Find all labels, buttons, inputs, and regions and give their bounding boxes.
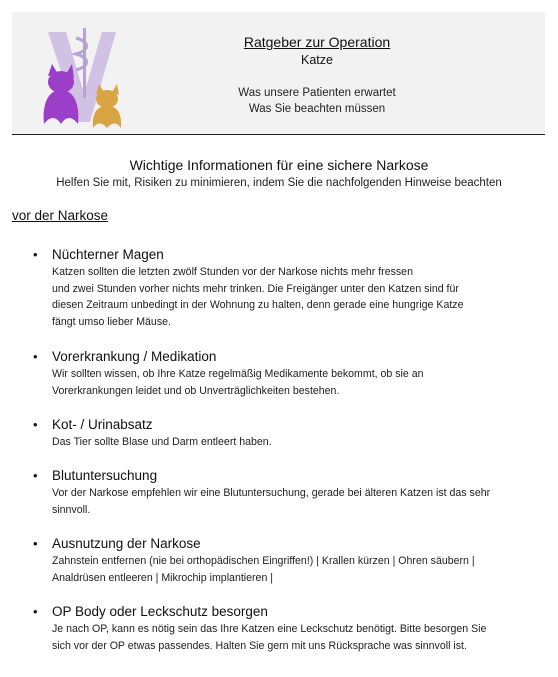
item-text: Je nach OP, kann es nötig sein das Ihre Katzen eine Leckschutz benötigt. Bitte besorgen Sie sich vor der OP etwas passendes. Halten Sie gern mit uns Rücksprache was sinnvoll ist. — [52, 623, 487, 652]
document-header — [12, 12, 545, 134]
item-text: Zahnstein entfernen (nie bei orthopädischen Eingriffen!) | Krallen kürzen | Ohren säubern | Analdrüsen entleeren | Mikrochip implantieren | — [52, 555, 475, 584]
list-item — [33, 348, 552, 399]
header-title: Ratgeber zur Operation — [243, 34, 391, 50]
item-title: Ausnutzung der Narkose — [52, 536, 201, 551]
item-text: Katzen sollten die letzten zwölf Stunden vor der Narkose nichts mehr fressen und zwei Stunden vorher nichts mehr trinken. Die Freigänger unter den Katzen sind für diesen Zeitraum unbedingt in der Wohnung zu halten, denn gerade eine hungrige Katze fängt umso lieber Mäuse. — [52, 266, 464, 328]
bullet-icon: • — [33, 417, 38, 432]
header-divider — [12, 134, 545, 135]
item-title: Kot- / Urinabsatz — [52, 417, 153, 432]
vet-cats-logo-icon — [26, 24, 138, 132]
section-title: vor der Narkose — [12, 208, 109, 223]
header-line-2: Was Sie beachten müssen — [248, 103, 386, 115]
header-line-1: Was unsere Patienten erwartet — [238, 87, 396, 99]
list-item — [33, 246, 552, 330]
bullet-icon: • — [33, 536, 38, 551]
item-title: Nüchterner Magen — [52, 247, 164, 262]
list-item — [33, 467, 552, 518]
item-title: OP Body oder Leckschutz besorgen — [52, 604, 268, 619]
bullet-icon: • — [33, 349, 38, 364]
list-item — [33, 416, 552, 451]
bullet-icon: • — [33, 247, 38, 262]
item-text: Das Tier sollte Blase und Darm entleert haben. — [52, 436, 272, 448]
main-subheading: Helfen Sie mit, Risiken zu minimieren, indem Sie die nachfolgenden Hinweise beachten — [56, 177, 502, 189]
header-subtitle: Katze — [301, 53, 333, 67]
bullet-icon: • — [33, 604, 38, 619]
item-text: Vor der Narkose empfehlen wir eine Blutuntersuchung, gerade bei älteren Katzen ist das sehr sinnvoll. — [52, 487, 491, 516]
list-item — [33, 603, 552, 654]
item-title: Blutuntersuchung — [52, 468, 158, 483]
main-heading: Wichtige Informationen für eine sichere Narkose — [129, 157, 429, 173]
list-item — [33, 535, 552, 586]
item-title: Vorerkrankung / Medikation — [52, 349, 217, 364]
bullet-icon: • — [33, 468, 38, 483]
item-text: Wir sollten wissen, ob Ihre Katze regelmäßig Medikamente bekommt, ob sie an Vorerkrankungen leidet und ob Unverträglichkeiten bestehen. — [52, 368, 424, 397]
